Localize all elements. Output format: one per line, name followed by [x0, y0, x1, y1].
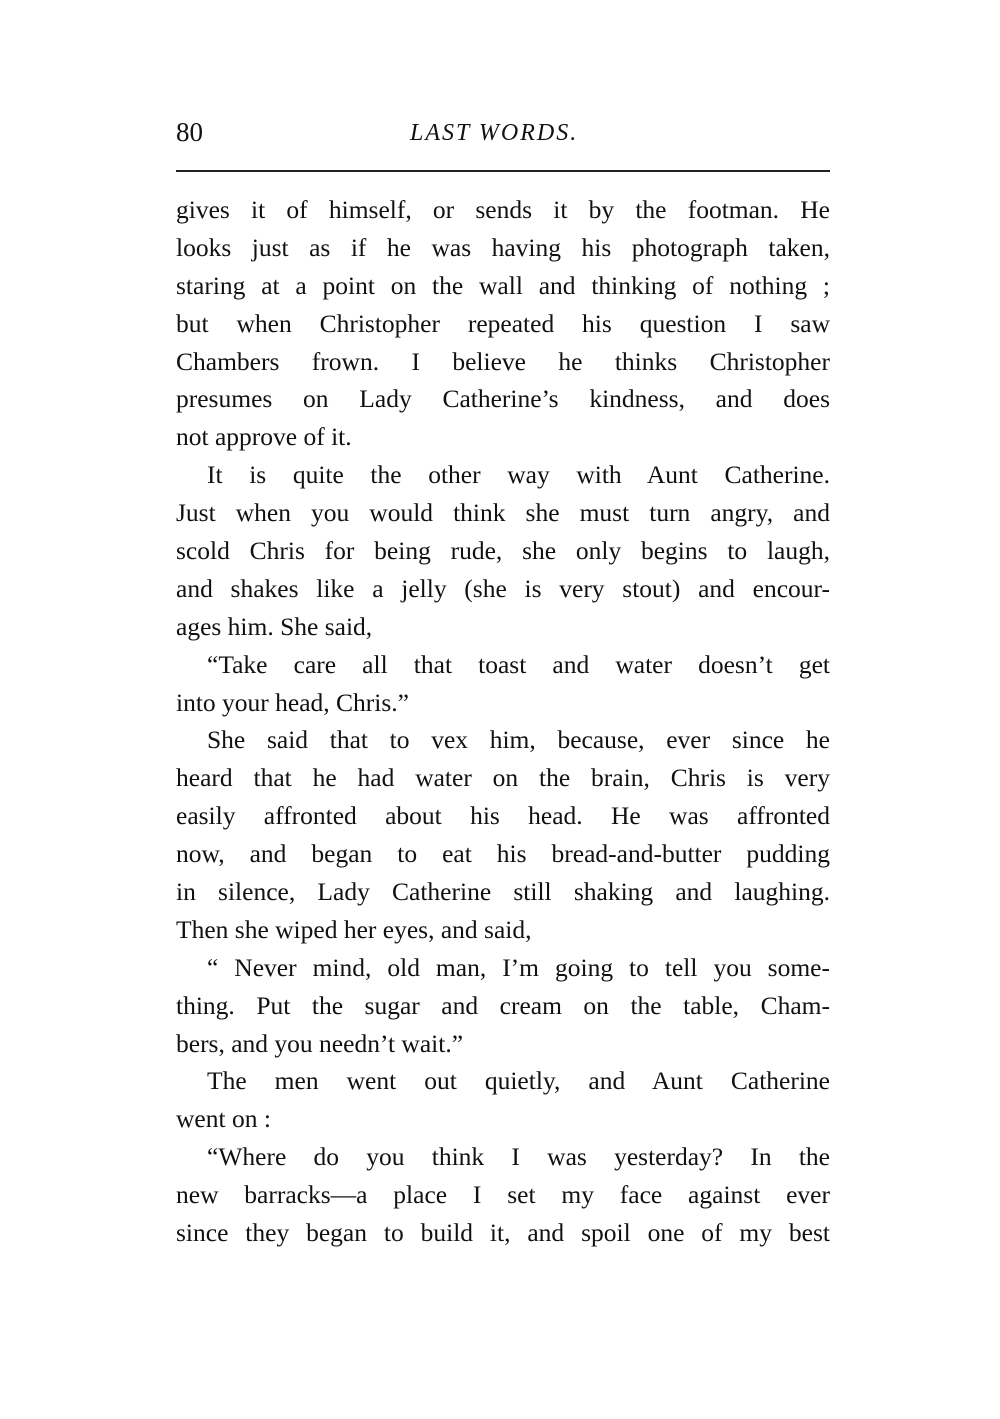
text-line: Then she wiped her eyes, and said, [176, 914, 532, 944]
text-line: Chambers frown. I believe he thinks Christopher [176, 346, 830, 376]
text-line: gives it of himself, or sends it by the footman. He [176, 195, 830, 224]
text-line: went on : [176, 1104, 271, 1134]
text-line: ages him. She said, [176, 611, 373, 641]
text-line: The men went out quietly, and Aunt Catherine [207, 1066, 830, 1096]
text-line: since they began to build it, and spoil one of my best [176, 1218, 830, 1248]
text-line: She said that to vex him, because, ever since he [207, 725, 830, 755]
header-rule [176, 170, 830, 172]
text-line: in silence, Lady Catherine still shaking and laughing. [176, 877, 830, 907]
text-line: bers, and you needn’t wait.” [176, 1028, 464, 1058]
text-line: not approve of it. [176, 422, 352, 452]
text-line: but when Christopher repeated his question I saw [176, 308, 830, 338]
text-line: easily affronted about his head. He was affronted [176, 801, 830, 831]
text-line: “ Never mind, old man, I’m going to tell you some- [207, 952, 830, 982]
text-line: now, and began to eat his bread-and-butter pudding [176, 839, 830, 869]
text-line: new barracks—a place I set my face against ever [176, 1180, 830, 1210]
text-line: staring at a point on the wall and thinking of nothing ; [176, 270, 830, 300]
running-title: LAST WORDS. [410, 120, 579, 146]
page-number: 80 [176, 117, 203, 147]
text-line: “Take care all that toast and water doesn’t get [207, 649, 830, 679]
body-text [176, 191, 830, 1252]
text-line: thing. Put the sugar and cream on the table, Cham- [176, 990, 830, 1020]
text-line: presumes on Lady Catherine’s kindness, and does [176, 384, 830, 414]
text-line: It is quite the other way with Aunt Catherine. [207, 460, 830, 490]
text-line: scold Chris for being rude, she only begins to laugh, [176, 536, 830, 566]
text-line: “Where do you think I was yesterday? In the [207, 1142, 830, 1172]
text-line: Just when you would think she must turn angry, and [176, 498, 830, 528]
text-line: heard that he had water on the brain, Chris is very [176, 763, 830, 793]
text-line: into your head, Chris.” [176, 687, 409, 717]
text-line: looks just as if he was having his photograph taken, [176, 232, 830, 262]
text-line: and shakes like a jelly (she is very stout) and encour- [176, 573, 830, 603]
